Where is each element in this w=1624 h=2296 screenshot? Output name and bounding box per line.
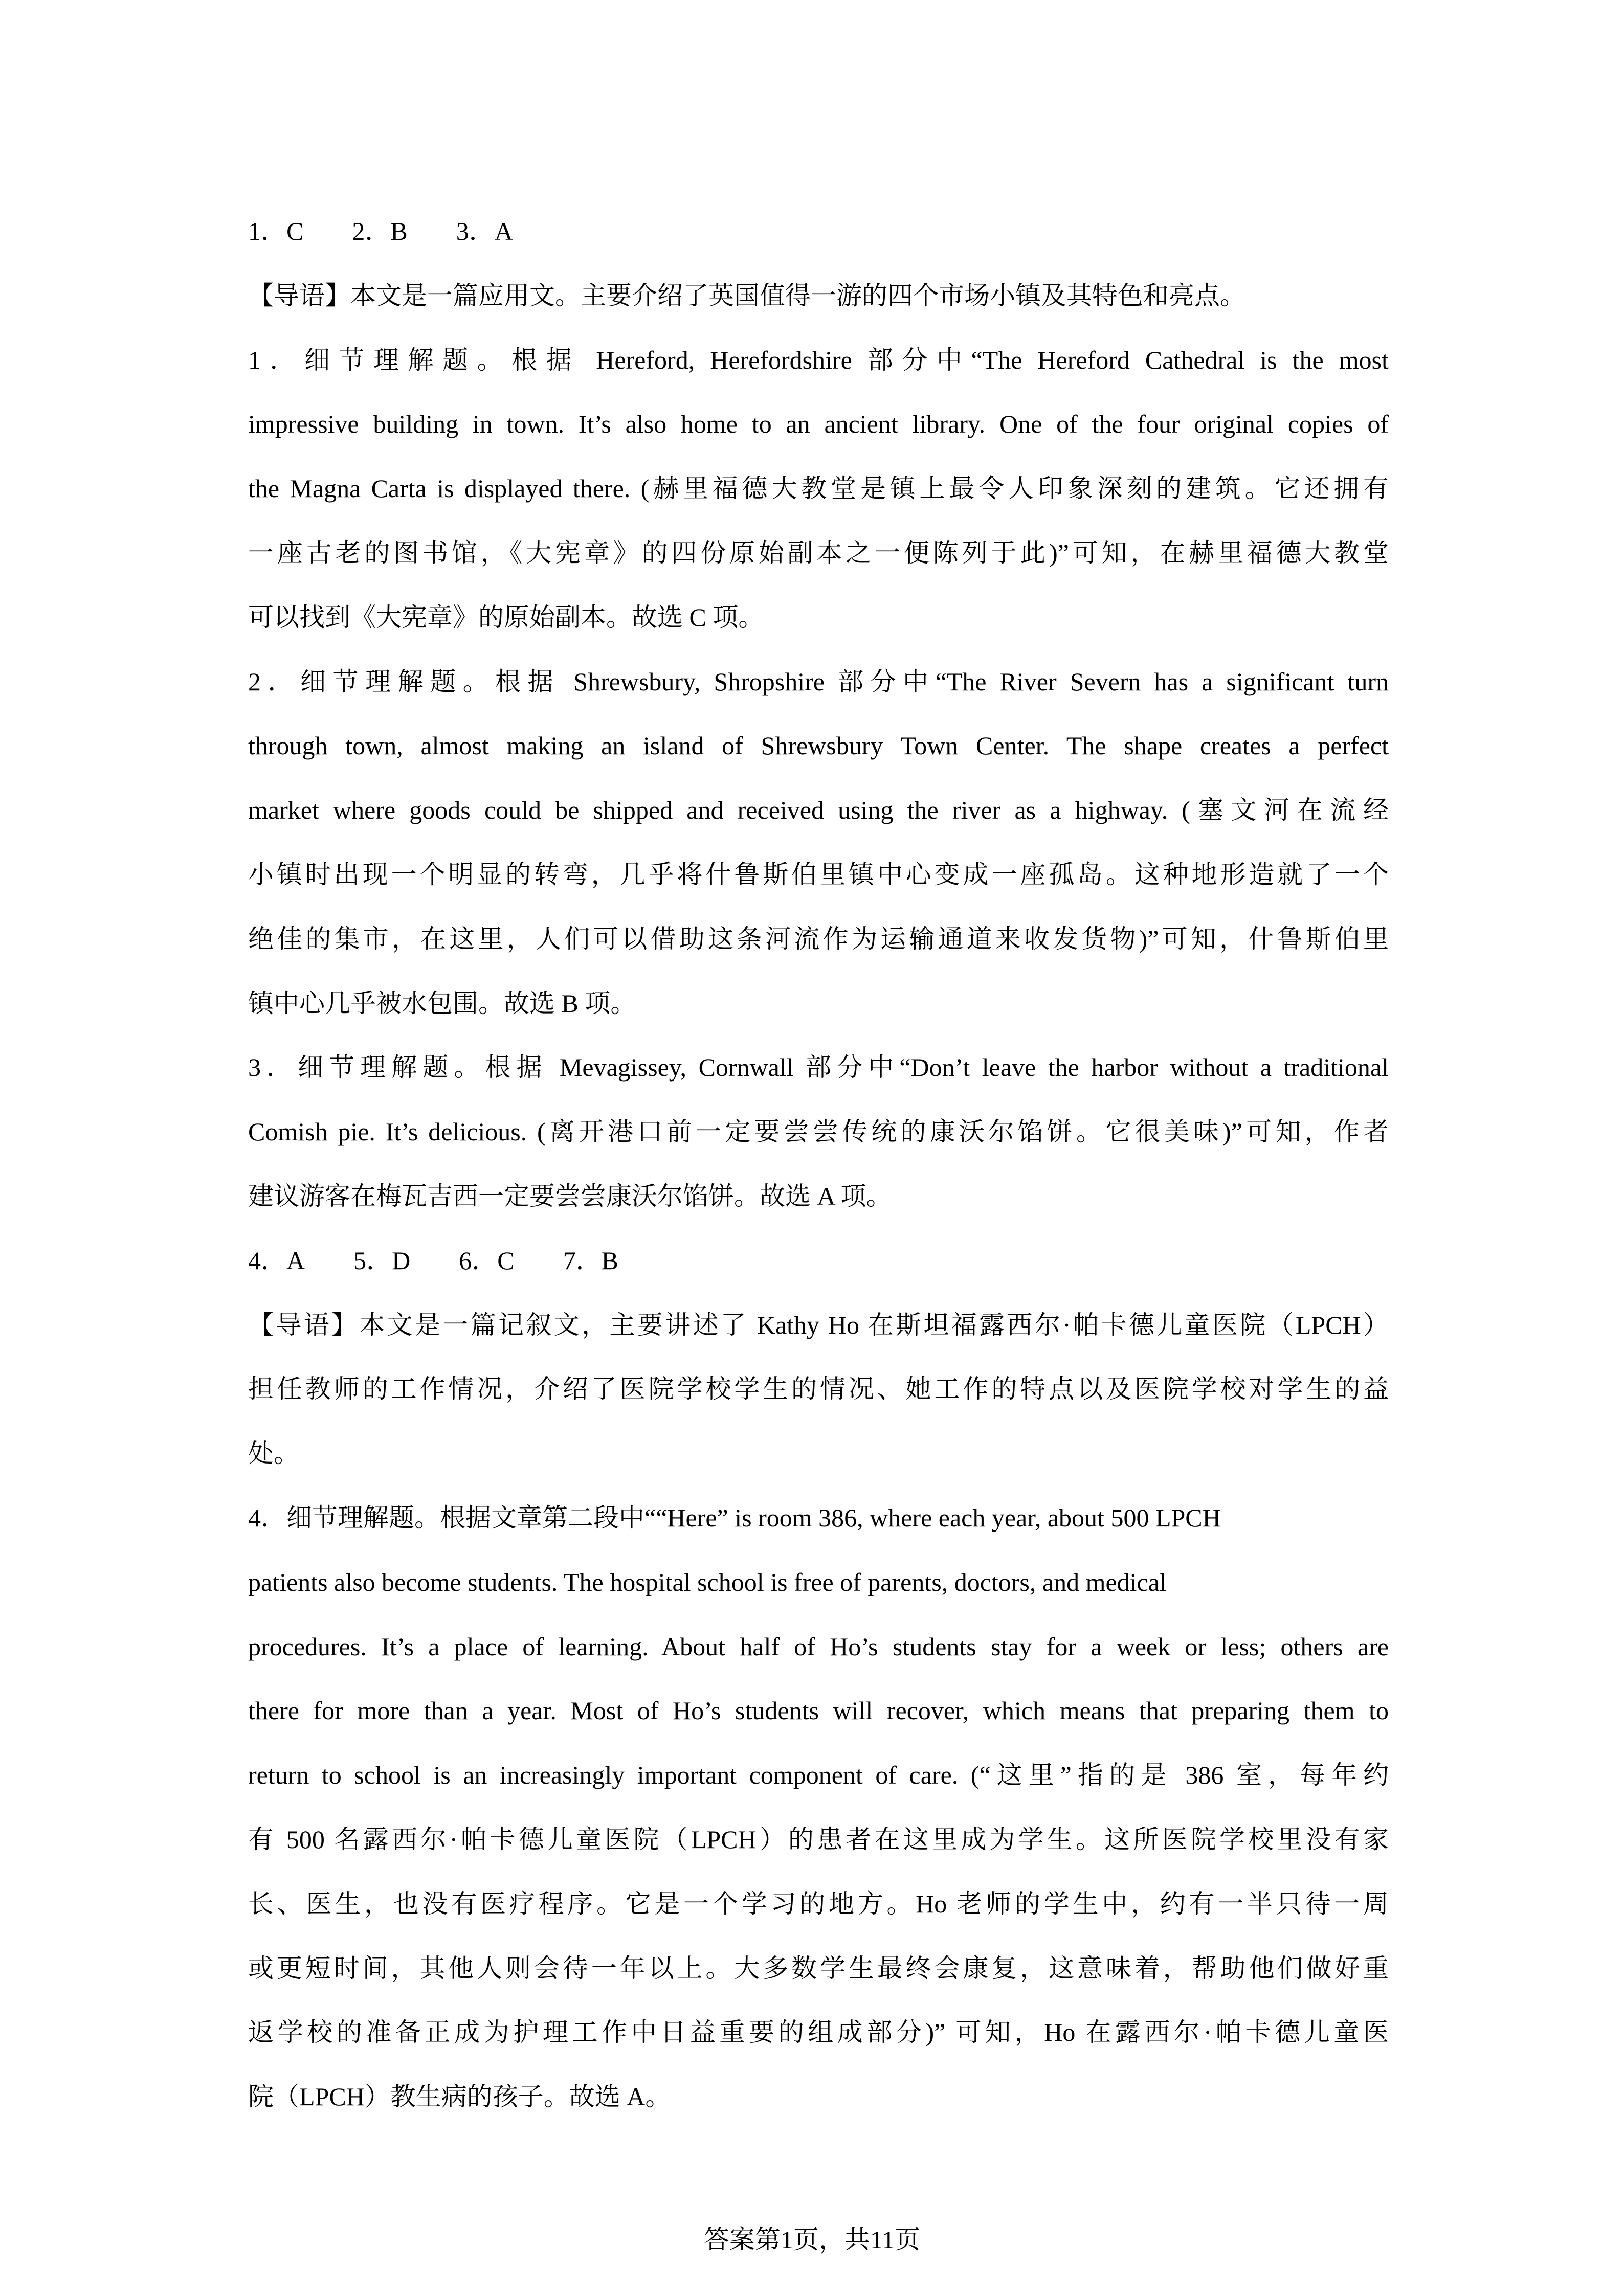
text-line: 处。 <box>248 1439 299 1468</box>
text-line: Comish pie. It’s delicious. (离开港口前一定要尝尝传统的康沃尔馅饼。它很美味)”可知，作者 <box>248 1117 1389 1146</box>
answer: 5．D <box>353 1246 411 1275</box>
text-line: 长、医生，也没有医疗程序。它是一个学习的地方。Ho 老师的学生中，约有一半只待一周 <box>248 1889 1389 1918</box>
answer: 2．B <box>352 217 408 245</box>
intro-line: 【导语】本文是一篇应用文。主要介绍了英国值得一游的四个市场小镇及其特色和亮点。 <box>248 281 1245 310</box>
text-line: return to school is an increasingly important component of care. (“这里”指的是 386 室，每年约 <box>248 1761 1389 1790</box>
text-line: 有 500 名露西尔·帕卡德儿童医院（LPCH）的患者在这里成为学生。这所医院学校里没有家 <box>248 1825 1389 1854</box>
page-footer: 答案第1页，共11页 <box>703 2225 921 2254</box>
text-line: 4．细节理解题。根据文章第二段中““Here” is room 386, where each year, about 500 LPCH <box>248 1503 1221 1532</box>
text-line: 院（LPCH）教生病的孩子。故选 A。 <box>248 2082 671 2111</box>
text-line: 或更短时间，其他人则会待一年以上。大多数学生最终会康复，这意味着，帮助他们做好重 <box>248 1953 1389 1983</box>
text-line: the Magna Carta is displayed there. (赫里福德大教堂是镇上最令人印象深刻的建筑。它还拥有 <box>248 474 1389 503</box>
text-line: impressive building in town. It’s also home to an ancient library. One of the four original copies of <box>248 410 1389 439</box>
text-line: 可以找到《大宪章》的原始副本。故选 C 项。 <box>248 602 764 632</box>
answer-content <box>248 199 1389 2129</box>
answer: 1．C <box>248 217 304 245</box>
text-line: 3．细节理解题。根据 Mevagissey, Cornwall 部分中“Don’t leave the harbor without a traditional <box>248 1053 1389 1082</box>
answer-key-4-7 <box>248 1229 1389 1293</box>
answer: 7．B <box>563 1246 618 1275</box>
answer: 3．A <box>456 217 513 245</box>
text-line: 绝佳的集市，在这里，人们可以借助这条河流作为运输通道来收发货物)”可知，什鲁斯伯里 <box>248 924 1389 953</box>
answer: 4．A <box>248 1246 305 1275</box>
text-line: procedures. It’s a place of learning. About half of Ho’s students stay for a week or less; others are <box>248 1632 1389 1661</box>
text-line: 返学校的准备正成为护理工作中日益重要的组成部分)” 可知，Ho 在露西尔·帕卡德儿童医 <box>248 2018 1389 2047</box>
text-line: 建议游客在梅瓦吉西一定要尝尝康沃尔馅饼。故选 A 项。 <box>248 1181 892 1210</box>
text-line: market where goods could be shipped and received using the river as a highway. (塞文河在流经 <box>248 796 1389 825</box>
intro-line: 【导语】本文是一篇记叙文，主要讲述了 Kathy Ho 在斯坦福露西尔·帕卡德儿童医院（LPCH） <box>248 1310 1389 1339</box>
text-line: 担任教师的工作情况，介绍了医院学校学生的情况、她工作的特点以及医院学校对学生的益 <box>248 1375 1389 1404</box>
text-line: there for more than a year. Most of Ho’s students will recover, which means that preparing them to <box>248 1696 1389 1725</box>
text-line: 2．细节理解题。根据 Shrewsbury, Shropshire 部分中“The River Severn has a significant turn <box>248 667 1389 696</box>
answer: 6．C <box>459 1246 515 1275</box>
text-line: through town, almost making an island of Shrewsbury Town Center. The shape creates a perfect <box>248 731 1389 760</box>
text-line: 小镇时出现一个明显的转弯，几乎将什鲁斯伯里镇中心变成一座孤岛。这种地形造就了一个 <box>248 860 1389 889</box>
text-line: patients also become students. The hospital school is free of parents, doctors, and medical <box>248 1567 1167 1596</box>
text-line: 1．细节理解题。根据 Hereford, Herefordshire 部分中“The Hereford Cathedral is the most <box>248 345 1389 374</box>
text-line: 一座古老的图书馆，《大宪章》的四份原始副本之一便陈列于此)”可知，在赫里福德大教堂 <box>248 538 1389 567</box>
text-line: 镇中心几乎被水包围。故选 B 项。 <box>248 988 636 1018</box>
answer-key-1-3 <box>248 199 1389 264</box>
